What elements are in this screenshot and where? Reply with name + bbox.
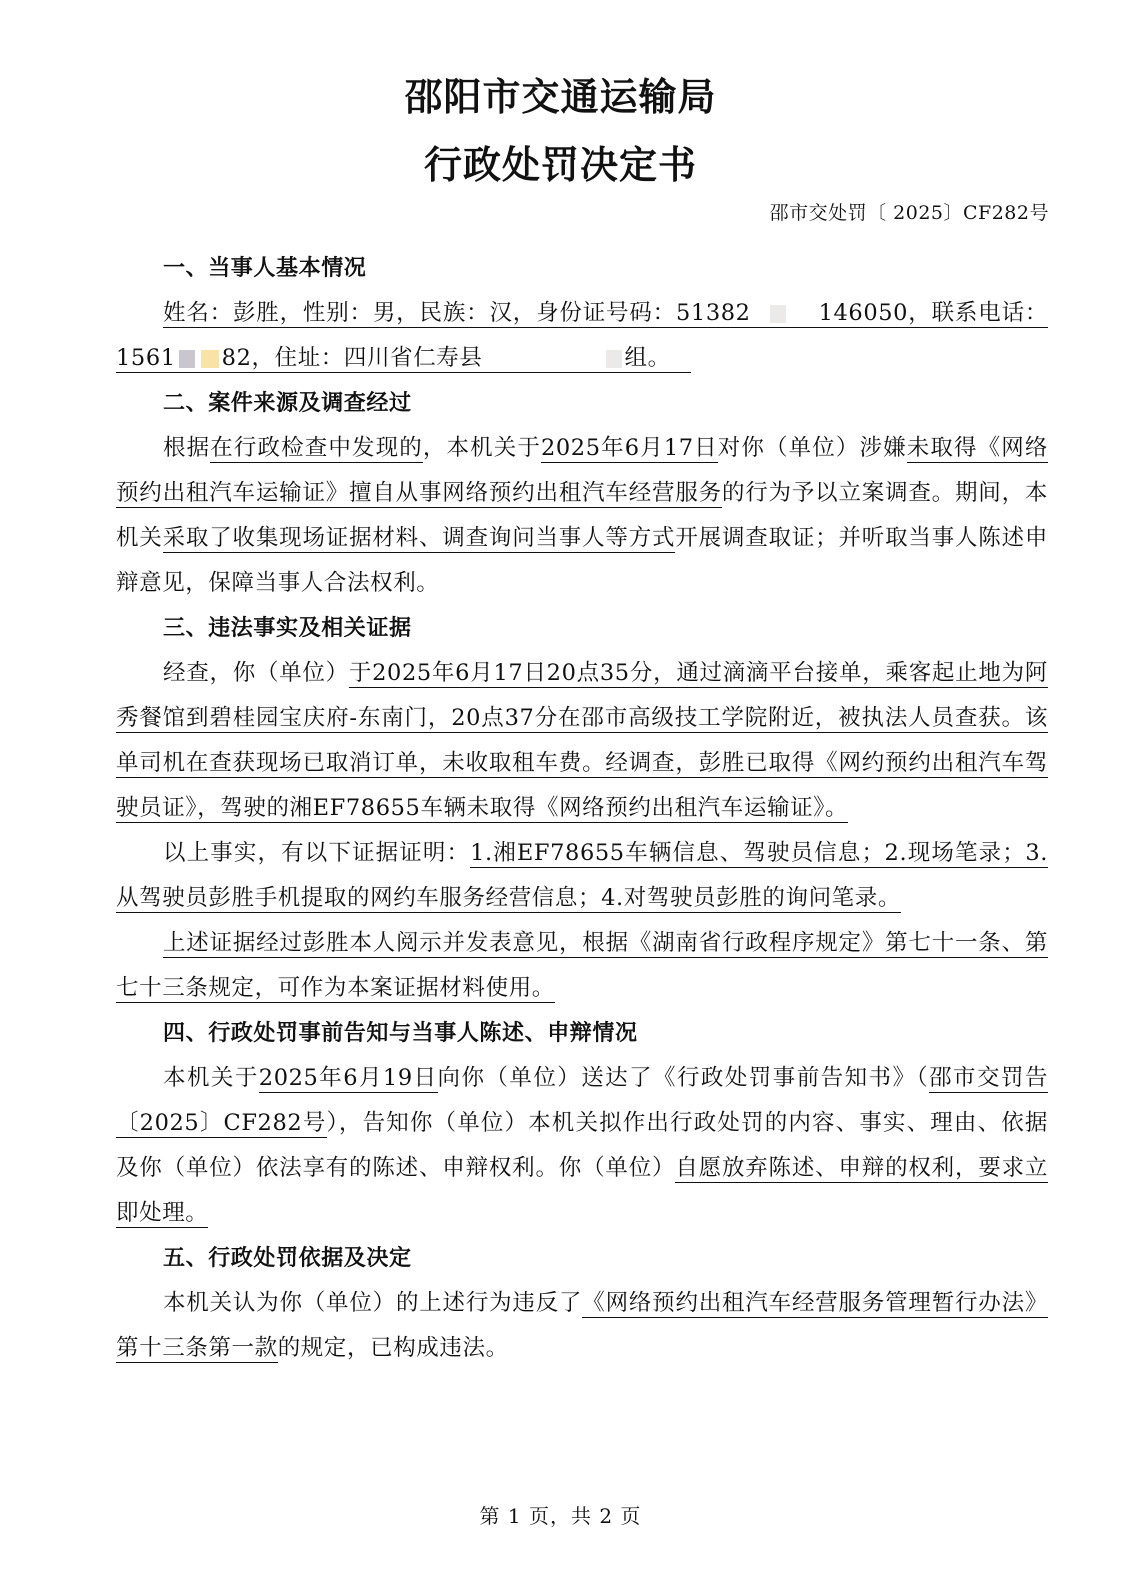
penalty-basis-paragraph: 本机关认为你（单位）的上述行为违反了《网络预约出租汽车经营服务管理暂行办法》第十三条第一款的规定，已构成违法。 [116,1290,1048,1361]
document-title-type: 行政处罚决定书 [423,143,697,187]
section-heading-penalty-basis: 五、行政处罚依据及决定 [163,1246,412,1271]
redaction-mark [201,350,219,368]
document-body [116,246,1048,1371]
section-heading-prior-notice: 四、行政处罚事前告知与当事人陈述、申辩情况 [163,1021,638,1046]
evidence-validity-paragraph: 上述证据经过彭胜本人阅示并发表意见，根据《湖南省行政程序规定》第七十一条、第七十三条规定，可作为本案证据材料使用。 [116,930,1048,1001]
document-title-agency: 邵阳市交通运输局 [404,75,717,119]
redaction-mark [179,350,195,368]
section-heading-case-source: 二、案件来源及调查经过 [163,391,412,416]
document-number: 邵市交处罚〔 2025〕CF282号 [769,202,1049,224]
redaction-mark [770,305,786,323]
section-heading-facts-evidence: 三、违法事实及相关证据 [163,616,412,641]
prior-notice-paragraph: 本机关于2025年6月19日向你（单位）送达了《行政处罚事前告知书》（邵市交罚告〔2025〕CF282号），告知你（单位）本机关拟作出行政处罚的内容、事实、理由、依据及你（单位）依法享有的陈述、申辩权利。你（单位）自愿放弃陈述、申辩的权利，要求立即处理。 [116,1065,1049,1226]
section-heading-party-info: 一、当事人基本情况 [163,256,367,281]
case-source-paragraph: 根据在行政检查中发现的，本机关于2025年6月17日对你（单位）涉嫌未取得《网络预约出租汽车运输证》擅自从事网络预约出租汽车经营服务的行为予以立案调查。期间，本机关采取了收集现场证据材料、调查询问当事人等方式开展调查取证；并听取当事人陈述申辩意见，保障当事人合法权利。 [116,435,1049,596]
evidence-paragraph: 以上事实，有以下证据证明：1.湘EF78655车辆信息、驾驶员信息；2.现场笔录；3.从驾驶员彭胜手机提取的网约车服务经营信息；4.对驾驶员彭胜的询问笔录。 [116,840,1048,911]
facts-paragraph: 经查，你（单位）于2025年6月17日20点35分，通过滴滴平台接单，乘客起止地为阿秀餐馆到碧桂园宝庆府-东南门，20点37分在邵市高级技工学院附近，被执法人员查获。该单司机在查获现场已取消订单，未收取租车费。经调查，彭胜已取得《网约预约出租汽车驾驶员证》，驾驶的湘EF78655车辆未取得《网络预约出租汽车运输证》。 [116,660,1048,821]
party-info-paragraph [116,291,1048,381]
page-number-footer: 第 1 页，共 2 页 [479,1504,642,1528]
redaction-mark [606,350,622,368]
party-info-text: 姓名：彭胜，性别：男，民族：汉，身份证号码：51382 146050，联系电话：1561 82，住址：四川省仁寿县 组。 [116,300,1048,371]
